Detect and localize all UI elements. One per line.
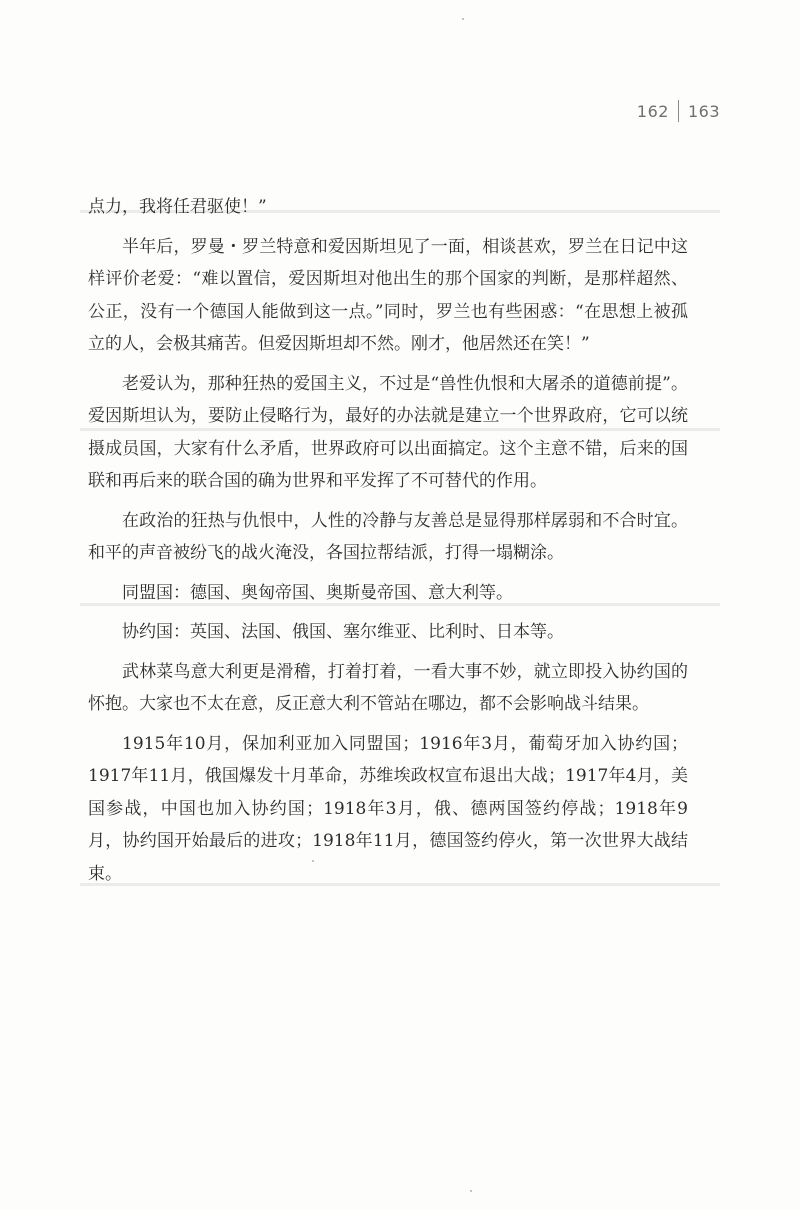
paragraph: 武林菜鸟意大利更是滑稽，打着打着，一看大事不妙，就立即投入协约国的怀抱。大家也不太在意，反正意大利不管站在哪边，都不会影响战斗结果。 <box>88 661 688 714</box>
paragraph-continuation: 点力，我将任君驱使！” <box>88 197 267 217</box>
page-header <box>0 92 800 132</box>
page-number-divider <box>678 100 679 122</box>
paragraph: 老爱认为，那种狂热的爱国主义，不过是“兽性仇恨和大屠杀的道德前提”。爱因斯坦认为，要防止侵略行为，最好的办法就是建立一个世界政府，它可以统摄成员国，大家有什么矛盾，世界政府可以出面搞定。这个主意不错，后来的国联和再后来的联合国的确为世界和平发挥了不可替代的作用。 <box>88 373 688 491</box>
paragraph: 半年后，罗曼・罗兰特意和爱因斯坦见了一面，相谈甚欢，罗兰在日记中这样评价老爱：“难以置信，爱因斯坦对他出生的那个国家的判断，是那样超然、公正，没有一个德国人能做到这一点。”同时，罗兰也有些困惑：“在思想上被孤立的人，会极其痛苦。但爱因斯坦却不然。刚才，他居然还在笑！” <box>88 236 688 354</box>
body-text <box>88 191 688 897</box>
paragraph: 1915年10月，保加利亚加入同盟国；1916年3月，葡萄牙加入协约国；1917年11月，俄国爆发十月革命，苏维埃政权宣布退出大战；1917年4月，美国参战，中国也加入协约国；1918年3月，俄、德两国签约停战；1918年9月，协约国开始最后的进攻；1918年11月，德国签约停火，第一次世界大战结束。 <box>88 733 688 884</box>
paragraph: 协约国：英国、法国、俄国、塞尔维亚、比利时、日本等。 <box>122 622 564 642</box>
page-numbers <box>637 100 720 122</box>
paragraph: 在政治的狂热与仇恨中，人性的冷静与友善总是显得那样孱弱和不合时宜。和平的声音被纷飞的战火淹没，各国拉帮结派，打得一塌糊涂。 <box>88 510 688 563</box>
paragraph: 同盟国：德国、奥匈帝国、奥斯曼帝国、意大利等。 <box>122 582 513 603</box>
paper-speck <box>470 1190 472 1192</box>
page-number-left: 162 <box>636 102 669 121</box>
page-number-right: 163 <box>687 102 720 121</box>
paper-speck <box>462 18 464 20</box>
